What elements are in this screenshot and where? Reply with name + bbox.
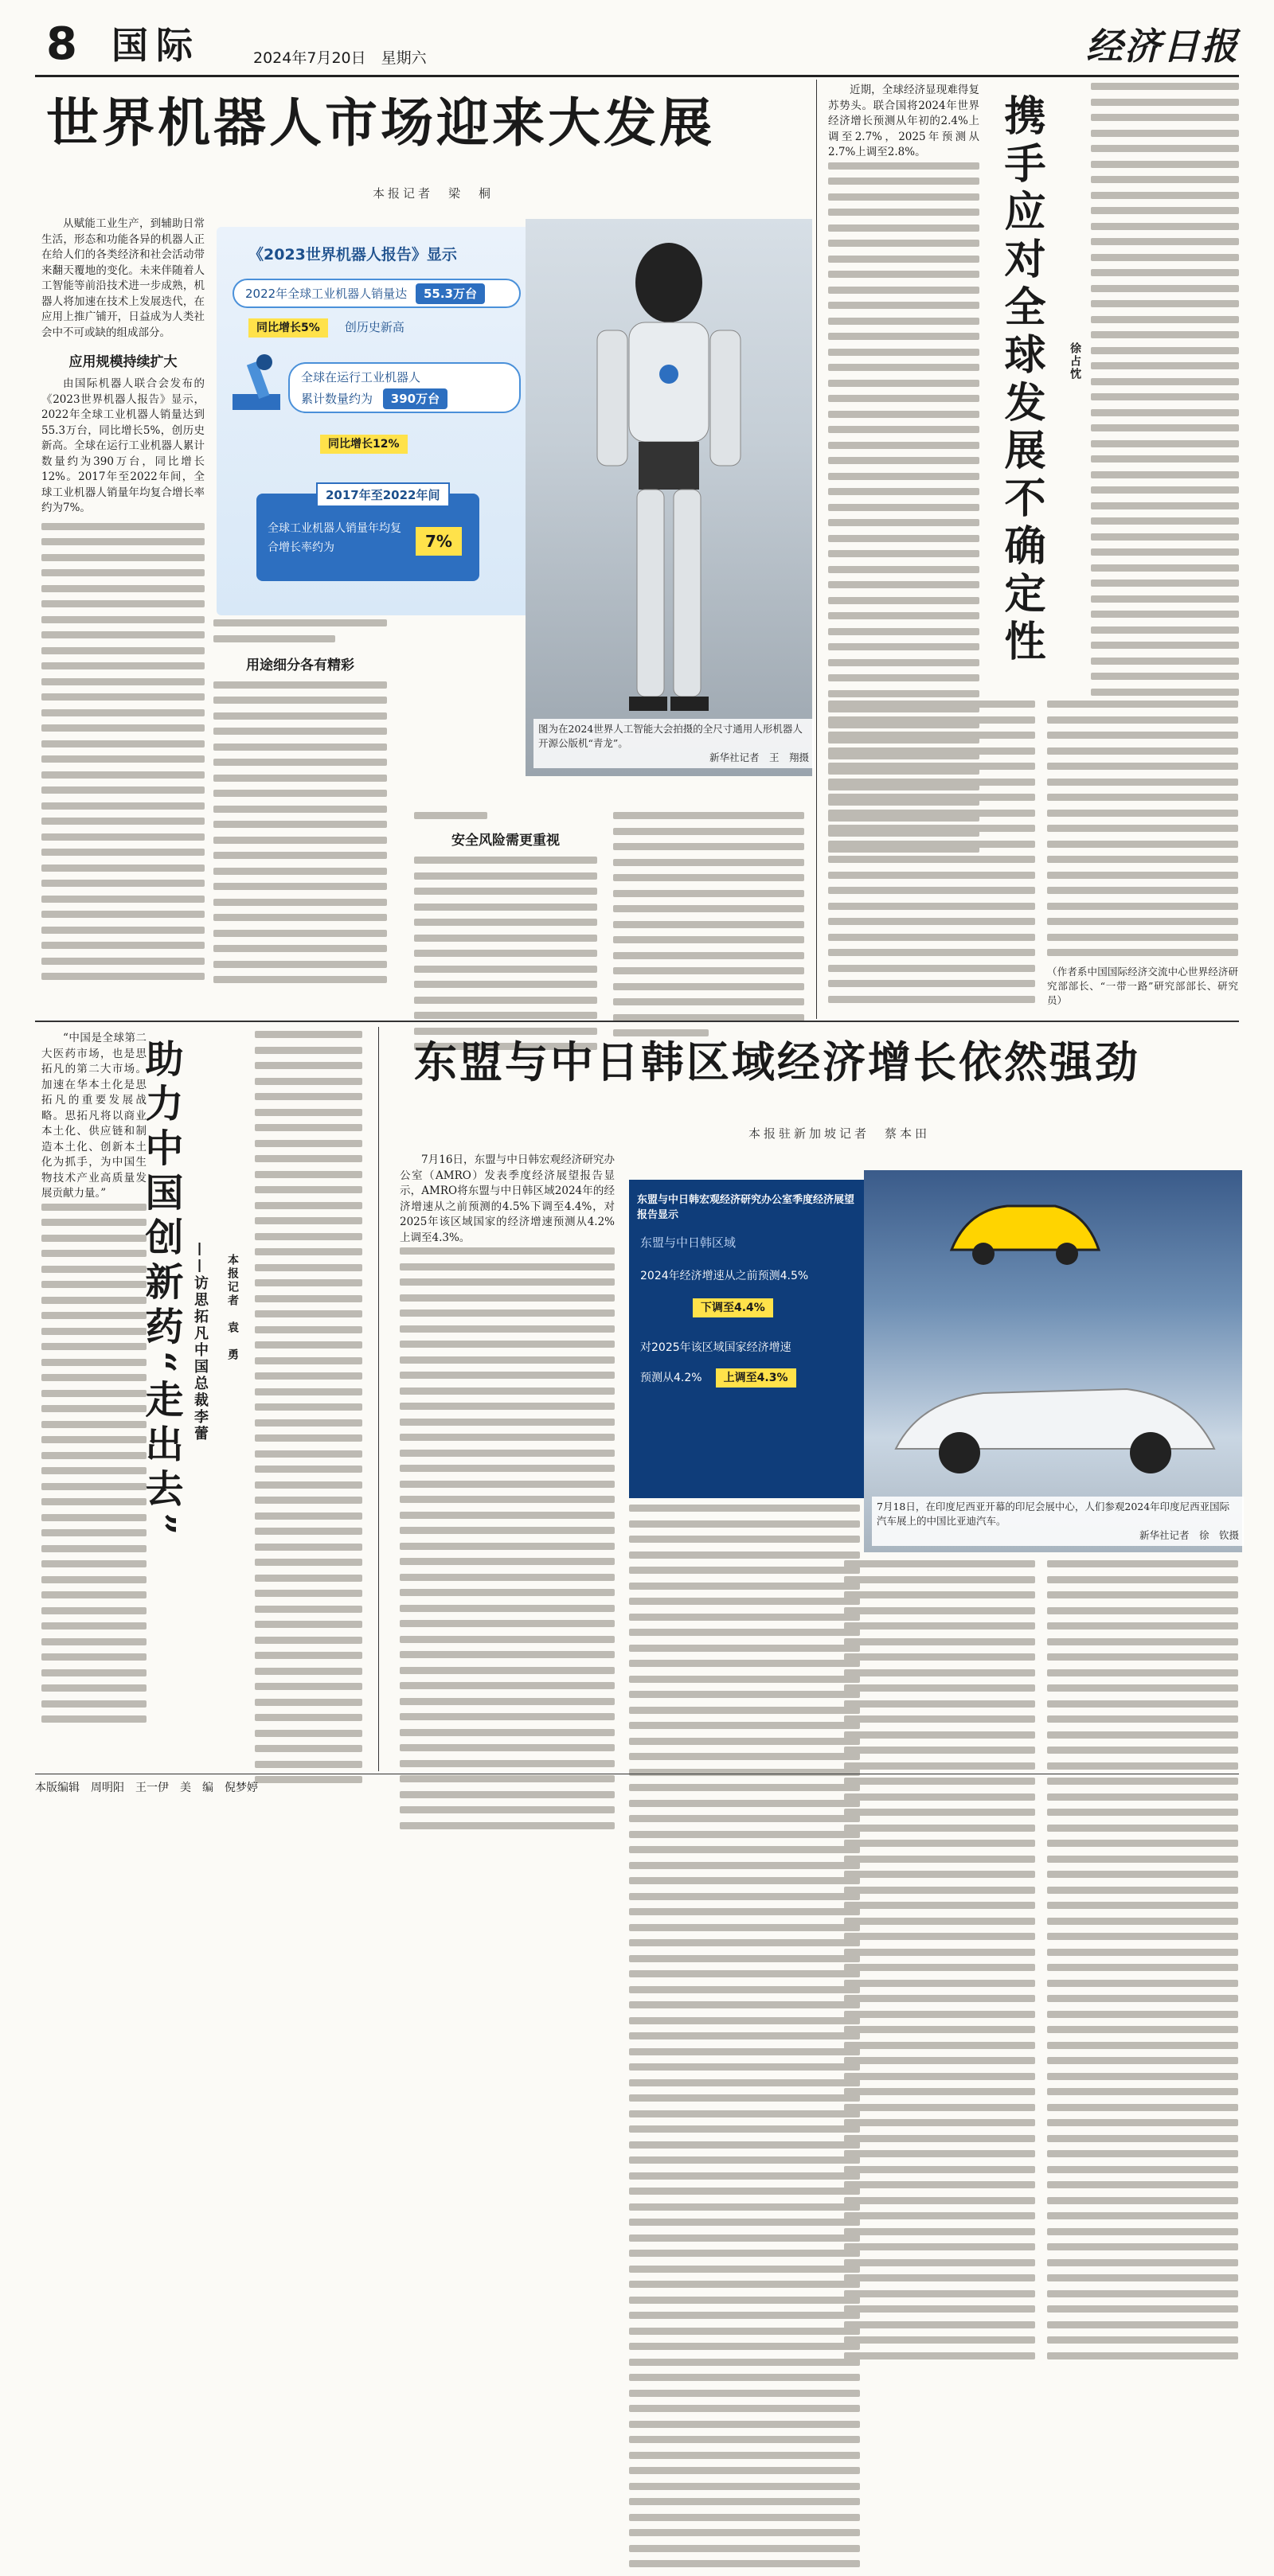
- stock-growth: 同比增长12%: [320, 435, 408, 454]
- robots-subhead-1: 应用规模持续扩大: [68, 354, 178, 370]
- asean-headline: 东盟与中日韩区域经济增长依然强劲: [414, 1036, 1140, 1087]
- car-photo: [864, 1170, 1242, 1552]
- asean-info-title: 东盟与中日韩宏观经济研究办公室季度经济展望报告显示: [637, 1194, 855, 1221]
- stock-value: 390万台: [383, 388, 447, 409]
- asean-info-line1-tag: 下调至4.4%: [693, 1298, 773, 1317]
- robots-col-4: [613, 812, 804, 1045]
- section-divider: [35, 1021, 1239, 1022]
- robots-headline: 世界机器人市场迎来大发展: [46, 92, 715, 154]
- pharma-rule: [378, 1027, 379, 1771]
- asean-col-2: [629, 1505, 860, 2576]
- asean-info-line2: 对2025年该区域国家经济增速: [640, 1341, 791, 1354]
- asean-info-line3: 预测从4.2%: [640, 1372, 702, 1384]
- sales-pill: [233, 279, 521, 308]
- humanoid-robot-icon: [573, 235, 764, 728]
- pharma-col-1: [41, 1031, 147, 1731]
- car-photo-credit: 新华社记者 徐 钦摄: [1139, 1529, 1239, 1541]
- robot-photo-caption: 图为在2024世界人工智能大会拍摄的全尺寸通用人形机器人开源公版机“青龙”。: [538, 723, 803, 749]
- asean-col-1: [400, 1153, 615, 1837]
- robots-subhead-2: 用途细分各有精彩: [246, 657, 354, 673]
- global-col-bottom-right: [1047, 701, 1238, 1009]
- car-sign-icon: [936, 1186, 1111, 1274]
- sales-growth: 同比增长5%: [248, 318, 328, 338]
- asean-col-3: [844, 1560, 1035, 2367]
- global-headline: 携手应对全球发展不确定性: [997, 94, 1045, 667]
- global-lead: 近期，全球经济显现难得复苏势头。联合国将2024年世界经济增长预测从年初的2.4%上调至2.7%，2025年预测从2.7%上调至2.8%。: [828, 84, 979, 158]
- asean-byline: 本报驻新加坡记者 蔡本田: [748, 1126, 931, 1141]
- cagr-period: 2017年至2022年间: [316, 482, 450, 507]
- sales-growth-row: [248, 318, 404, 335]
- asean-infographic: [629, 1180, 868, 1498]
- asean-info-line1: 2024年经济增速从之前预测4.5%: [640, 1270, 809, 1282]
- cagr-value: 7%: [416, 527, 462, 556]
- page-number: 8: [46, 18, 77, 70]
- robot-photo-credit: 新华社记者 王 翔摄: [709, 751, 809, 763]
- stock-label: 全球在运行工业机器人: [301, 370, 421, 384]
- robots-para-2: 由国际机器人联合会发布的《2023世界机器人报告》显示，2022年全球工业机器人销量达到55.3万台，同比增长5%，创历史新高。全球在运行工业机器人累计数量约为390万台，同比增长12%。2017年至2022年间，全球工业机器人销量年均复合增长率约为7%。: [41, 377, 205, 514]
- robots-byline: 本报记者 梁 桐: [373, 186, 494, 201]
- robot-caption-box: [533, 719, 814, 768]
- asean-info-line3-tag: 上调至4.3%: [716, 1368, 796, 1388]
- sales-note: 创历史新高: [344, 320, 404, 334]
- robots-infographic: [217, 227, 531, 615]
- car-photo-caption: 7月18日，在印度尼西亚开幕的印尼会展中心，人们参观2024年印度尼西亚国际汽车展上的中国比亚迪汽车。: [877, 1501, 1230, 1527]
- robots-lead: 从赋能工业生产，到辅助日常生活，形态和功能各异的机器人正在给人们的各类经济和社会活动带来翻天覆地的变化。未来伴随着人工智能等前沿技术进一步成熟，机器人将加速在技术上发展迭代，在应用上推广铺开，日益成为人类社会中不可或缺的组成部分。: [41, 217, 205, 339]
- global-col-3: [1091, 83, 1239, 704]
- stock-pill: [288, 362, 521, 413]
- robots-col-1: [41, 217, 205, 989]
- robots-subhead-3: 安全风险需更重视: [451, 833, 560, 849]
- asean-lead: 7月16日，东盟与中日韩宏观经济研究办公室（AMRO）发表季度经济展望报告显示，AMRO将东盟与中日韩区域2024年的经济增速从之前预测的4.5%下调至4.4%，对2025年该区域国家的经济增速预测从4.2%上调至4.3%。: [400, 1153, 615, 1244]
- global-author: 徐占忱: [1069, 342, 1081, 381]
- global-col-bottom-left: [828, 701, 1035, 1011]
- column-rule: [816, 80, 817, 1019]
- robots-col-2: [213, 619, 387, 992]
- masthead-logo: 经济日报: [1086, 25, 1239, 68]
- pharma-col-2: [255, 1031, 362, 1792]
- sales-value: 55.3万台: [416, 283, 485, 304]
- infographic-title: 《2023世界机器人报告》显示: [248, 246, 457, 263]
- header-rule: [35, 75, 1239, 77]
- global-author-note: （作者系中国国际经济交流中心世界经济研究部部长、“一带一路”研究部部长、研究员）: [1047, 965, 1238, 1006]
- pharma-subtitle: ——访思拓凡中国总裁李蕾: [192, 1242, 209, 1442]
- sales-label: 2022年全球工业机器人销量达: [245, 287, 408, 301]
- page-editors: 本版编辑 周明阳 王一伊 美 编 倪梦婷: [35, 1782, 258, 1794]
- pharma-headline: 助力中国创新药“走出去”: [139, 1039, 183, 1542]
- asean-info-region: 东盟与中日韩区域: [640, 1235, 737, 1250]
- white-car-icon: [888, 1353, 1222, 1489]
- cagr-label: 全球工业机器人销量年均复合增长率约为: [268, 522, 401, 554]
- section-name: 国际: [111, 24, 201, 67]
- pharma-byline: 本报记者 袁 勇: [226, 1254, 239, 1362]
- stock-sub: 累计数量约为: [301, 392, 373, 406]
- robot-photo: [526, 219, 812, 776]
- cagr-box: [256, 488, 479, 581]
- robots-col-1-text: [41, 523, 205, 981]
- asean-col-4: [1047, 1560, 1238, 2367]
- issue-date: 2024年7月20日 星期六: [253, 49, 427, 67]
- pharma-lead: “中国是全球第二大医药市场，也是思拓凡的第二大市场。加速在华本土化是思拓凡的重要发展战略。思拓凡将以商业本土化、供应链和制造本土化、创新本土化为抓手，为中国生物技术产业高质量发展贡献力量。”: [41, 1032, 147, 1200]
- car-caption-box: [872, 1497, 1244, 1546]
